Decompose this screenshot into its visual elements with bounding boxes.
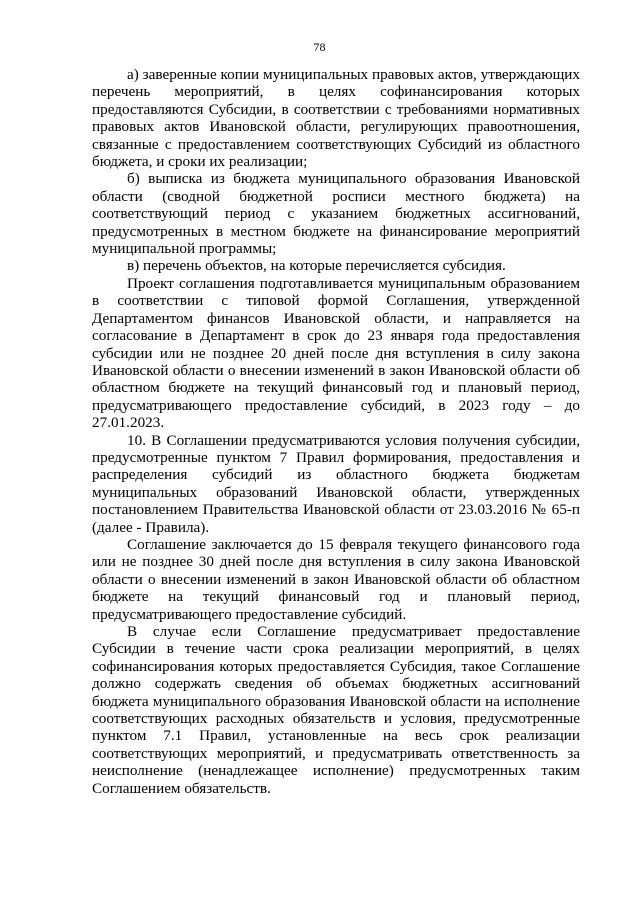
paragraph-agreement-deadline: Соглашение заключается до 15 февраля текущего финансового года или не позднее 30 дней после дня вступления в силу закона Ивановской области о внесении изменений в закон Ивановской области об областном бюджете на текущий финансовый год и плановый период, предусматривающего предоставление субсидий.: [92, 535, 580, 623]
paragraph-c-object-list: в) перечень объектов, на которые перечисляется субсидия.: [127, 257, 506, 275]
paragraph-draft-agreement: Проект соглашения подготавливается муниципальным образованием в соответствии с типовой формой Соглашения, утвержденной Департаментом финансов Ивановской области, и направляется на согласование в Департамент в срок до 23 января года предоставления субсидии или не позднее 20 дней после дня вступления в силу закона Ивановской области о внесении изменений в закон Ивановской области об областном бюджете на текущий финансовый год и плановый период, предусматривающего предоставление субсидий, в 2023 году – до 27.01.2023.: [92, 274, 580, 432]
paragraph-b-budget-extract: б) выписка из бюджета муниципального образования Ивановской области (сводной бюджетной росписи местного бюджета) на соответствующий период с указанием бюджетных ассигнований, предусмотренных в местном бюджете на финансирование мероприятий муниципальной программы;: [92, 170, 580, 258]
paragraph-a-certified-copies: а) заверенные копии муниципальных правовых актов, утверждающих перечень мероприятий, в целях софинансирования которых предоставляются Субсидии, в соответствии с требованиями нормативных правовых актов Ивановской области, регулирующих правоотношения, связанные с предоставлением соответствующих Субсидий из областного бюджета, и сроки их реализации;: [92, 66, 580, 171]
paragraph-10-agreement-conditions: 10. В Соглашении предусматриваются условия получения субсидии, предусмотренные пунктом 7 Правил формирования, предоставления и распределения субсидий из областного бюджета бюджетам муниципальных образований Ивановской области, утвержденных постановлением Правительства Ивановской области от 23.03.2016 № 65-п (далее - Правила).: [92, 431, 580, 536]
paragraph-partial-term-subsidy: В случае если Соглашение предусматривает предоставление Субсидии в течение части срока реализации мероприятий, в целях софинансирования которых предоставляется Субсидия, такое Соглашение должно содержать сведения об объемах бюджетных ассигнований бюджета муниципального образования Ивановской области на исполнение соответствующих расходных обязательств и условия, предусмотренные пунктом 7.1 Правил, установленные на весь срок реализации соответствующих мероприятий, и предусматривать ответственность за неисполнение (ненадлежащее исполнение) предусмотренных таким Соглашением обязательств.: [92, 623, 580, 797]
page-number: 78: [313, 40, 326, 54]
document-body: [92, 66, 580, 797]
